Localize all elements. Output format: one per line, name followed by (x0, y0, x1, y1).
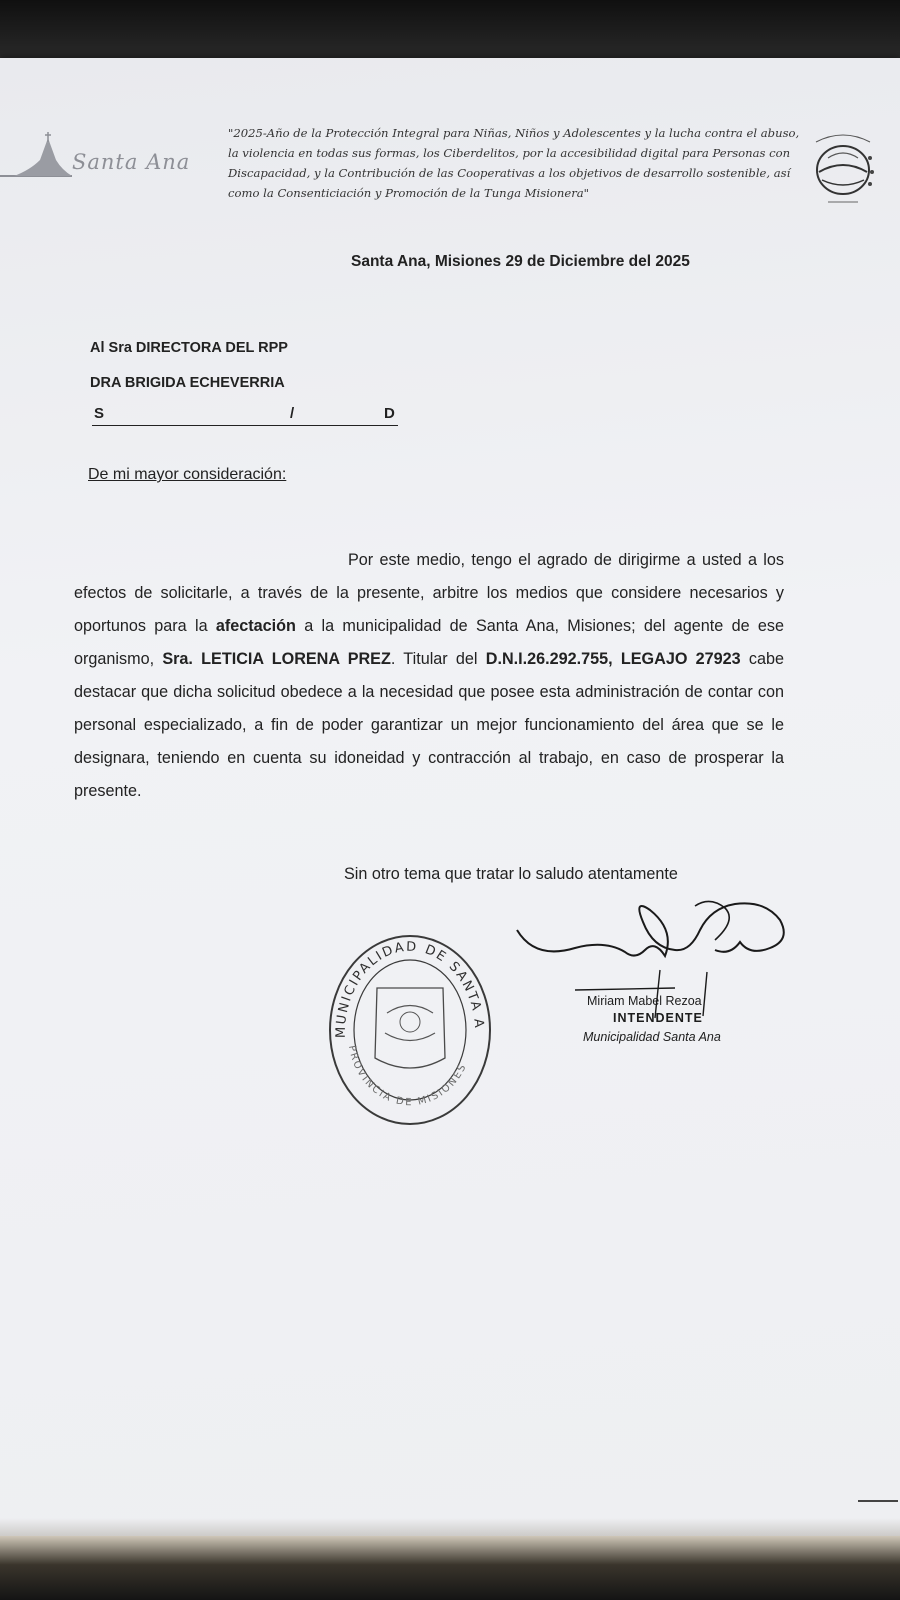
logo-text: Santa Ana (72, 150, 191, 174)
municipal-seal-stamp (315, 918, 505, 1128)
year-motto: "2025-Año de la Protección Integral para Niñas, Niños y Adolescentes y la lucha contra el abuso, la violencia en todas sus formas, los Ciberdelitos, por la accesibilidad digital para Personas con Discapacidad, y la Contribución de las Cooperativas a los objetivos de desarrollo sostenible, así como la Consenticiación y Promoción de la Tunga Misionera" (228, 126, 800, 200)
body-part-4: cabe destacar que dicha solicitud obedece a la necesidad que posee esta administración de contar con personal especializado, a fin de poder garantizar un mejor funcionamiento del área que se le designara, teniendo en cuenta su idoneidad y contracción al trabajo, en caso de prosperar la presente. (74, 650, 785, 800)
body-part-2: a la municipalidad de Santa Ana, Misiones; del agente de ese organismo, (74, 617, 784, 668)
municipal-crest-icon (808, 128, 878, 210)
seal-emblem-icon (375, 988, 445, 1068)
sd-d: D (384, 405, 395, 422)
addressee-line-2: DRA BRIGIDA ECHEVERRIA (90, 375, 285, 391)
seal-top-text: MUNICIPALIDAD DE SANTA A (333, 939, 487, 1039)
body-part-3: . Titular del (390, 650, 486, 668)
signatory-title: INTENDENTE (613, 1011, 703, 1025)
signatory-organization: Municipalidad Santa Ana (583, 1030, 721, 1044)
background-top (0, 0, 900, 62)
sd-s: S (94, 405, 105, 422)
santa-ana-logo (0, 130, 220, 190)
greeting: De mi mayor consideración: (88, 466, 287, 483)
seal-bottom-text: PROVINCIA DE MISIONES (345, 1044, 470, 1109)
body-bold-2: Sra. LETICIA LORENA PREZ (162, 650, 391, 668)
closing-line: Sin otro tema que tratar lo saludo atentamente (344, 865, 678, 883)
page-corner-mark (858, 1500, 898, 1502)
sd-salutation-line (92, 405, 398, 426)
signatory-name: Miriam Mabel Rezoa (587, 994, 702, 1008)
date-line: Santa Ana, Misiones 29 de Diciembre del 2025 (351, 253, 690, 270)
addressee-line-1: Al Sra DIRECTORA DEL RPP (90, 340, 288, 356)
body-bold-3: D.N.I.26.292.755, LEGAJO 27923 (485, 650, 741, 668)
body-part-1: Por este medio, tengo el agrado de dirigirme a usted a los efectos de solicitarle, a través de la presente, arbitre los medios que considere necesarios y oportunos para la (74, 551, 784, 635)
body-bold-1: afectación (215, 617, 296, 635)
background-bottom (0, 1536, 900, 1600)
svg-text:PROVINCIA DE MISIONES (346, 1044, 469, 1108)
sd-slash: / (290, 405, 295, 422)
letter-body (74, 544, 784, 808)
